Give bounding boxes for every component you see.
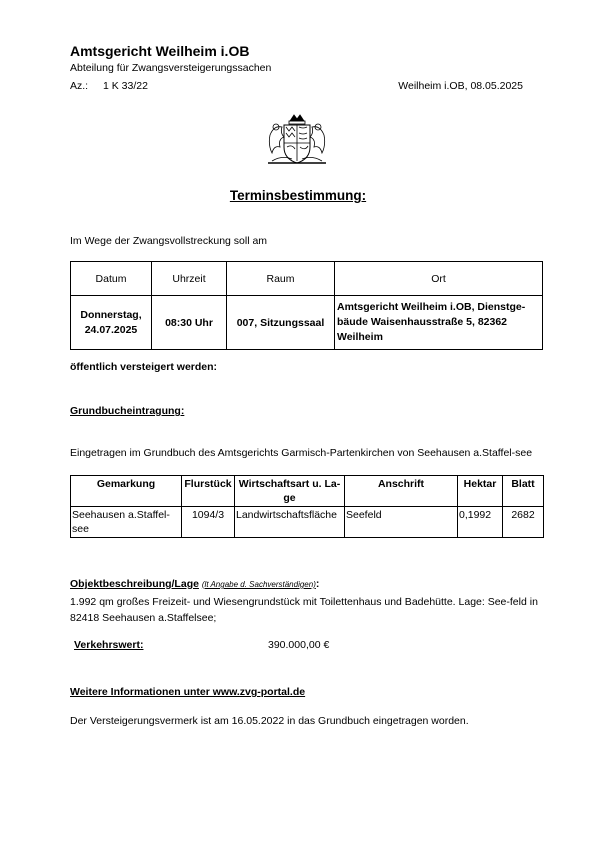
col-header-district: Gemarkung <box>71 476 182 507</box>
cell-parcel: 1094/3 <box>182 507 235 538</box>
appointment-table <box>70 261 543 350</box>
col-header-parcel: Flurstück <box>182 476 235 507</box>
appointment-time: 08:30 Uhr <box>152 296 227 350</box>
appointment-date: Donnerstag, 24.07.2025 <box>71 296 152 350</box>
case-number-label: Az.: <box>70 80 89 92</box>
col-header-location: Ort <box>335 262 543 296</box>
table-header-row <box>71 476 544 507</box>
market-value-label: Verkehrswert: <box>74 639 144 651</box>
more-info-link[interactable]: Weitere Informationen unter www.zvg-portal.de <box>70 686 306 698</box>
department: Abteilung für Zwangsversteigerungssachen <box>70 62 272 74</box>
market-value: 390.000,00 € <box>268 639 330 651</box>
col-header-time: Uhrzeit <box>152 262 227 296</box>
table-row <box>71 296 543 350</box>
table-row <box>71 507 544 538</box>
place-date: Weilheim i.OB, 08.05.2025 <box>398 80 523 92</box>
cell-district: Seehausen a.Staffel-see <box>71 507 182 538</box>
land-register-table <box>70 475 544 538</box>
table-header-row <box>71 262 543 296</box>
col-header-address: Anschrift <box>345 476 458 507</box>
case-number: 1 K 33/22 <box>103 80 148 92</box>
page-title: Terminsbestimmung: <box>229 188 367 203</box>
col-header-sheet: Blatt <box>503 476 544 507</box>
cell-hectare: 0,1992 <box>458 507 503 538</box>
object-heading-note: (lt Angabe d. Sachverständigen) <box>201 580 316 589</box>
land-register-text: Eingetragen im Grundbuch des Amtsgerichts Garmisch-Partenkirchen von Seehausen a.Staffel-see <box>70 447 533 459</box>
appointment-location: Amtsgericht Weilheim i.OB, Dienstge-bäude Waisenhausstraße 5, 82362 Weilheim <box>335 296 543 350</box>
col-header-date: Datum <box>71 262 152 296</box>
intro-text: Im Wege der Zwangsvollstreckung soll am <box>70 235 268 247</box>
appointment-room: 007, Sitzungssaal <box>227 296 335 350</box>
col-header-room: Raum <box>227 262 335 296</box>
cell-sheet: 2682 <box>503 507 544 538</box>
land-register-heading: Grundbucheintragung: <box>70 405 185 417</box>
bavarian-coat-of-arms-icon <box>262 113 332 171</box>
object-heading-colon: : <box>315 578 320 590</box>
cell-usage: Landwirtschaftsfläche <box>235 507 345 538</box>
court-name: Amtsgericht Weilheim i.OB <box>70 43 250 59</box>
col-header-hectare: Hektar <box>458 476 503 507</box>
cell-address: Seefeld <box>345 507 458 538</box>
object-description: 1.992 qm großes Freizeit- und Wiesengrundstück mit Toilettenhaus und Badehütte. Lage: See-feld in 82418 Seehausen a.Staffelsee; <box>70 596 538 624</box>
col-header-usage: Wirtschaftsart u. La-ge <box>235 476 345 507</box>
auction-statement: öffentlich versteigert werden: <box>70 361 218 373</box>
object-heading <box>70 578 319 590</box>
footer-text: Der Versteigerungsvermerk ist am 16.05.2022 in das Grundbuch eingetragen worden. <box>70 715 469 727</box>
object-heading-label: Objektbeschreibung/Lage <box>70 578 199 590</box>
